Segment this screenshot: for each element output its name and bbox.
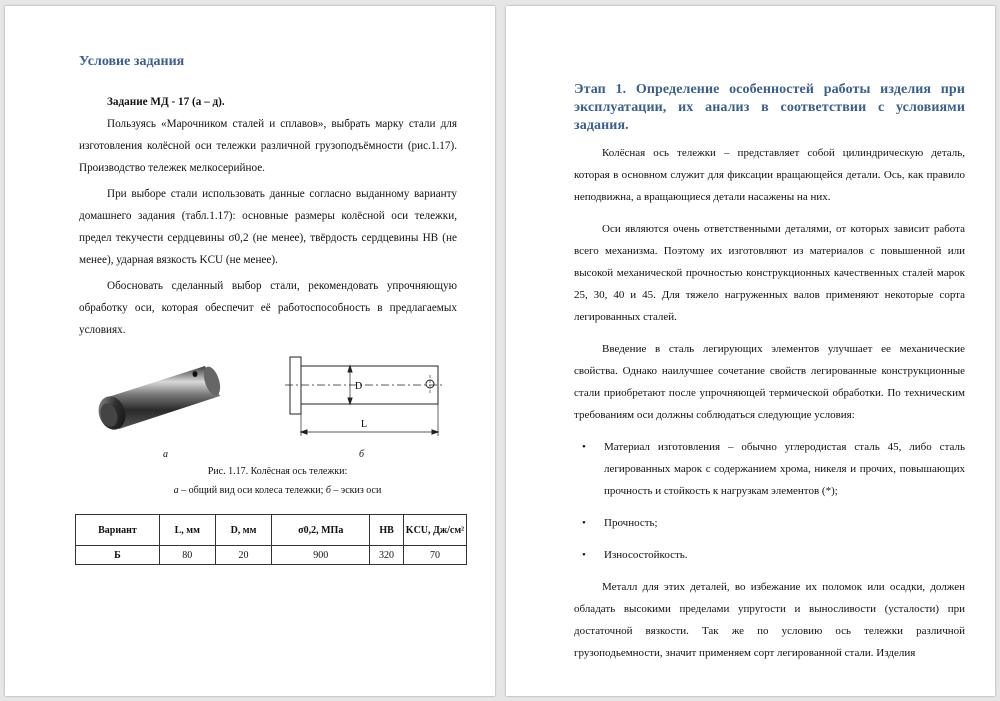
figure-subcaption: а – общий вид оси колеса тележки; б – эскиз оси: [173, 485, 382, 496]
paragraph: Введение в сталь легирующих элементов улучшает ее механические свойства. Однако наилучшее сочетание свойств легированные конструкционные стали приобретают после упрочняющей термической обработки. По техническим требованиям оси должны соблюдаться следующие условия:: [574, 343, 965, 421]
table-header-row: [76, 515, 467, 546]
axle-figure: [5, 351, 495, 461]
paragraph: Пользуясь «Марочником сталей и сплавов», выбрать марку стали для изготовления колёсной оси тележки различной грузоподъёмности (рис.1.17). Производство тележек мелкосерийное.: [79, 118, 457, 174]
table-header: Вариант: [76, 515, 160, 546]
task-title: Задание МД - 17 (а – д).: [107, 96, 225, 108]
stage-heading: Этап 1. Определение особенностей работы изделия при эксплуатации, их анализ в соответствии с условиями задания.: [574, 82, 965, 133]
table-cell: 80: [159, 546, 215, 565]
table-cell: 320: [370, 546, 404, 565]
figure-label-a: а: [163, 449, 168, 460]
axle-photo: [94, 365, 223, 434]
paragraph: Металл для этих деталей, во избежание их поломок или осадки, должен обладать высокими пределами упругости и выносливости (усталости) при достаточной вязкости. Так же по условию ось тележки различной грузоподьемности, значит применяем сорт легированной стали. Изделия: [574, 581, 965, 659]
table-cell: 20: [215, 546, 272, 565]
paragraph: Оси являются очень ответственными деталями, от которых зависит работа всего механизма. Поэтому их изготовляют из материалов с повышенной или высокой механической прочностью конструкционных качественных сталей марок 25, 30, 40 и 45. Для тяжело нагруженных валов применяют некоторые сорта легированных сталей.: [574, 223, 965, 323]
list-item: • Материал изготовления – обычно углеродистая сталь 45, либо сталь легированных марок с содержанием хрома, никеля и прочих, повышающих прочность и стойкость к нагрузкам элементов (*);: [574, 436, 965, 502]
dimension-l-label: L: [361, 419, 368, 430]
variant-table: [75, 514, 467, 565]
table-header: σ0,2, МПа: [272, 515, 370, 546]
list-item: • Износостойкость.: [574, 544, 965, 566]
paragraph: Колёсная ось тележки – представляет собой цилиндрическую деталь, которая в основном служит для фиксации вращающейся детали. Ось, как правило неподвижна, а вращающиеся детали насажены на них.: [574, 147, 965, 203]
paragraph: Обосновать сделанный выбор стали, рекомендовать упрочняющую обработку оси, которая обеспечит её работоспособность в предлагаемых условиях.: [79, 280, 457, 336]
document-page-left: [5, 6, 495, 696]
table-cell: 900: [272, 546, 370, 565]
paragraph: При выборе стали использовать данные согласно выданному варианту домашнего задания (табл.1.17): основные размеры колёсной оси тележки, предел текучести сердцевины σ0,2 (не менее), твёрдость сердцевины HB (не менее), ударная вязкость KCU (не менее).: [79, 188, 457, 266]
section-heading: Условие задания: [79, 54, 185, 69]
table-header: HB: [370, 515, 404, 546]
table-row: [76, 546, 467, 565]
task-body: [79, 91, 457, 341]
table-header: KCU, Дж/см²: [404, 515, 467, 546]
figure-caption: Рис. 1.17. Колёсная ось тележки:: [207, 466, 348, 477]
table-header: L, мм: [159, 515, 215, 546]
document-page-right: [506, 6, 995, 696]
requirements-list: [574, 436, 965, 566]
table-header: D, мм: [215, 515, 272, 546]
figure-label-b: б: [359, 449, 365, 460]
stage-body: [574, 142, 965, 664]
table-cell: Б: [76, 546, 160, 565]
table-cell: 70: [404, 546, 467, 565]
dimension-d-label: D: [355, 381, 363, 392]
list-item: • Прочность;: [574, 512, 965, 534]
